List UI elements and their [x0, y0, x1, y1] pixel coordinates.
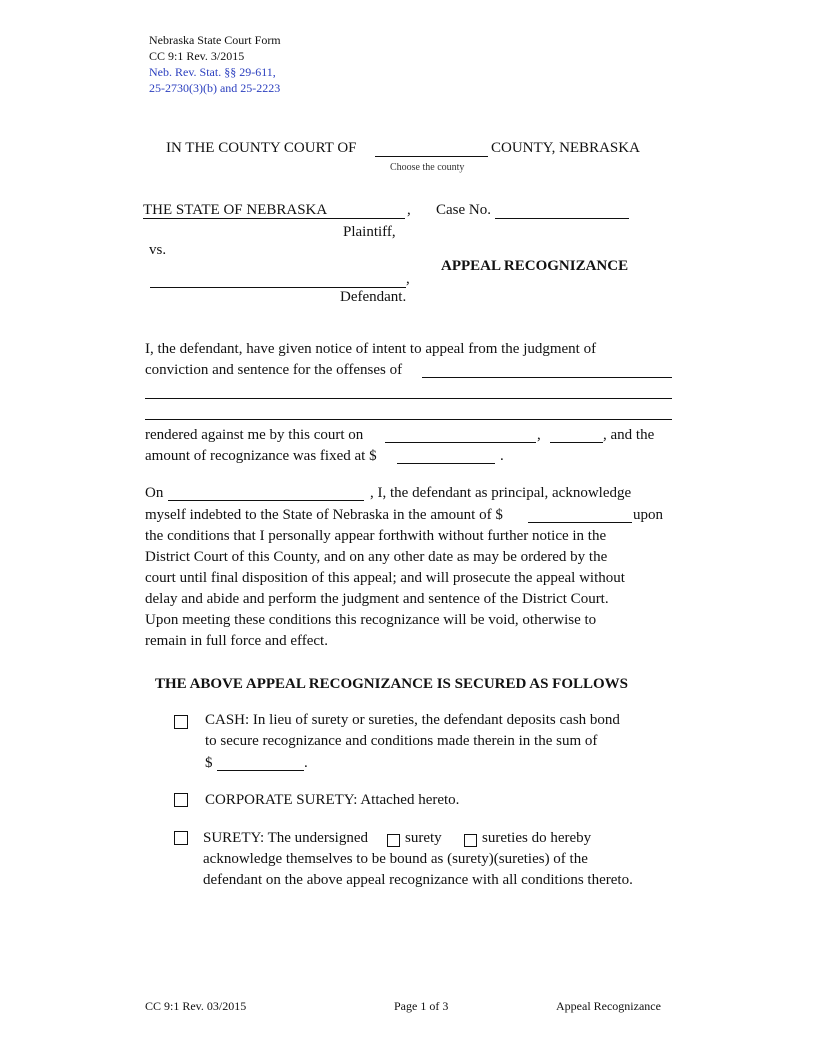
amount-text: amount of recognizance was fixed at $ [145, 448, 377, 464]
recognizance-amount-field[interactable] [397, 463, 495, 464]
conditions-line4: District Court of this County, and on any other date as may be ordered by the [145, 549, 608, 565]
surety-line2: acknowledge themselves to be bound as (surety)(sureties) of the [203, 851, 588, 867]
notice-line2: conviction and sentence for the offenses of [145, 362, 403, 378]
conditions-line8: remain in full force and effect. [145, 633, 328, 649]
surety-line3: defendant on the above appeal recognizance with all conditions thereto. [203, 872, 633, 888]
indebted-amount-field[interactable] [528, 522, 632, 523]
acknowledge-date-field[interactable] [168, 500, 364, 501]
rendered-year-field[interactable] [550, 442, 603, 443]
cash-period: . [304, 755, 308, 771]
cash-dollar: $ [205, 755, 213, 771]
cash-amount-field[interactable] [217, 770, 304, 771]
conditions-line5: court until final disposition of this appeal; and will prosecute the appeal without [145, 570, 625, 586]
offenses-field-line3[interactable] [145, 419, 672, 420]
offenses-field-line2[interactable] [145, 398, 672, 399]
court-prefix: IN THE COUNTY COURT OF [166, 140, 357, 156]
rendered-text: rendered against me by this court on [145, 427, 364, 443]
form-revision: CC 9:1 Rev. 3/2015 [149, 49, 245, 63]
court-suffix: COUNTY, NEBRASKA [491, 140, 640, 156]
offenses-field[interactable] [422, 377, 672, 378]
cash-line1: CASH: In lieu of surety or sureties, the defendant deposits cash bond [205, 712, 620, 728]
form-title: Nebraska State Court Form [149, 33, 281, 47]
rendered-comma: , [537, 427, 541, 443]
on-label: On [145, 485, 164, 501]
corporate-surety-checkbox[interactable] [174, 793, 188, 807]
conditions-line7: Upon meeting these conditions this recognizance will be void, otherwise to [145, 612, 597, 628]
upon-text: upon [633, 507, 663, 523]
plaintiff-name: THE STATE OF NEBRASKA [143, 202, 328, 218]
single-surety-checkbox[interactable] [387, 834, 400, 847]
county-select[interactable] [375, 156, 488, 157]
vs-label: vs. [149, 242, 167, 258]
rendered-and: , and the [603, 427, 655, 443]
case-number-field[interactable] [495, 218, 629, 219]
notice-line1: I, the defendant, have given notice of intent to appeal from the judgment of [145, 341, 597, 357]
surety-text-b: surety [405, 830, 442, 846]
defendant-comma: , [406, 271, 410, 287]
multiple-sureties-checkbox[interactable] [464, 834, 477, 847]
conditions-line3: the conditions that I personally appear forthwith without further notice in the [145, 528, 607, 544]
indebted-text: myself indebted to the State of Nebraska in the amount of $ [145, 507, 503, 523]
plaintiff-comma: , [407, 202, 411, 218]
corporate-surety-label: CORPORATE SURETY: Attached hereto. [205, 792, 460, 808]
footer-form-id: CC 9:1 Rev. 03/2015 [145, 999, 247, 1013]
county-hint: Choose the county [390, 162, 465, 173]
cash-line2: to secure recognizance and conditions made therein in the sum of [205, 733, 598, 749]
plaintiff-label: Plaintiff, [343, 224, 396, 240]
surety-text-c: sureties do hereby [482, 830, 592, 846]
footer-page-number: Page 1 of 3 [394, 999, 449, 1013]
rendered-date-field[interactable] [385, 442, 536, 443]
surety-text-a: SURETY: The undersigned [203, 830, 368, 846]
amount-period: . [500, 448, 504, 464]
defendant-name-field[interactable] [150, 287, 406, 288]
secured-heading: THE ABOVE APPEAL RECOGNIZANCE IS SECURED AS FOLLOWS [155, 676, 629, 692]
plaintiff-underline [143, 218, 405, 219]
case-no-label: Case No. [436, 202, 491, 218]
defendant-label: Defendant. [340, 289, 407, 305]
footer-title: Appeal Recognizance [556, 999, 661, 1013]
cash-checkbox[interactable] [174, 715, 188, 729]
statute-link-line2[interactable]: 25-2730(3)(b) and 25-2223 [149, 81, 281, 95]
surety-checkbox[interactable] [174, 831, 188, 845]
acknowledge-text: , I, the defendant as principal, acknowledge [370, 485, 632, 501]
statute-link-line1[interactable]: Neb. Rev. Stat. §§ 29-611, [149, 65, 276, 79]
conditions-line6: delay and abide and perform the judgment and sentence of the District Court. [145, 591, 609, 607]
document-title: APPEAL RECOGNIZANCE [441, 258, 629, 274]
